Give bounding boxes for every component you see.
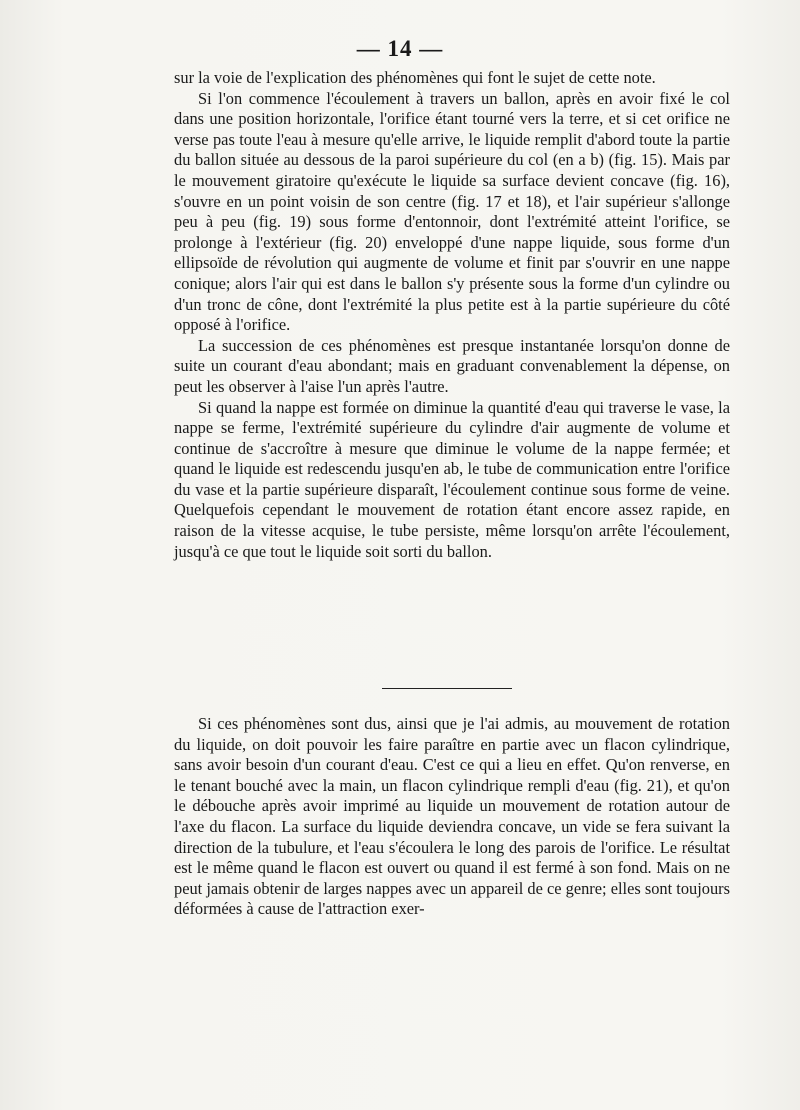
text-section-2 (174, 714, 730, 920)
paragraph: sur la voie de l'explication des phénomènes qui font le sujet de cette note. (174, 68, 656, 87)
page-number: — 14 — (356, 36, 444, 61)
text-section-1 (174, 68, 730, 562)
paragraph: Si ces phénomènes sont dus, ainsi que je l'ai admis, au mouvement de rotation du liquide, on doit pouvoir les faire paraître en partie avec un flacon cylindrique, sans avoir besoin d'un courant d'eau. C'est ce qui a lieu en effet. Qu'on renverse, en le tenant bouché avec la main, un flacon cylindrique rempli d'eau (fig. 21), et qu'on le débouche après avoir imprimé au liquide un mouvement de rotation autour de l'axe du flacon. La surface du liquide deviendra concave, un vide se fera suivant la direction de la tubulure, et l'eau s'écoulera le long des parois de l'orifice. Le résultat est le même quand le flacon est ouvert ou quand il est fermé à son fond. Mais on ne peut jamais obtenir de larges nappes avec un appareil de ce genre; elles sont toujours déformées à cause de l'attraction exer- (174, 714, 730, 919)
paragraph: La succession de ces phénomènes est presque instantanée lorsqu'on donne de suite un courant d'eau abondant; mais en graduant convenablement la dépense, on peut les observer à l'aise l'un après l'autre. (174, 335, 730, 396)
section-separator-rule (382, 688, 512, 689)
paragraph: Si quand la nappe est formée on diminue la quantité d'eau qui traverse le vase, la nappe se ferme, l'extrémité supérieure du cylindre d'air augmente de volume et continue de s'accroître à mesure que diminue le volume de la nappe fermée; et quand le liquide est redescendu jusqu'en ab, le tube de communication entre l'orifice du vase et la partie supérieure disparaît, l'écoulement continue sous forme de veine. Quelquefois cependant le mouvement de rotation étant encore assez rapide, en raison de la vitesse acquise, le tube persiste, même lorsqu'on arrête l'écoulement, jusqu'à ce que tout le liquide soit sorti du ballon. (174, 397, 730, 561)
paragraph: Si l'on commence l'écoulement à travers un ballon, après en avoir fixé le col dans une position horizontale, l'orifice étant tourné vers la terre, et si cet orifice ne verse pas toute l'eau à mesure qu'elle arrive, le liquide remplit d'abord toute la partie du ballon située au dessous de la paroi supérieure du col (en a b) (fig. 15). Mais par le mouvement giratoire qu'exécute le liquide sa surface devient concave (fig. 16), s'ouvre en un point voisin de son centre (fig. 17 et 18), et l'air supérieur s'allonge peu à peu (fig. 19) sous forme d'entonnoir, dont l'extrémité atteint l'orifice, se prolonge à l'extérieur (fig. 20) enveloppé d'une nappe liquide, sous forme d'un ellipsoïde de révolution qui augmente de volume et finit par s'ouvrir en une nappe conique; alors l'air qui est dans le ballon s'y présente sous la forme d'un cylindre ou d'un tronc de cône, dont l'extrémité la plus petite est à la partie supérieure du côté opposé à l'orifice. (174, 88, 730, 335)
